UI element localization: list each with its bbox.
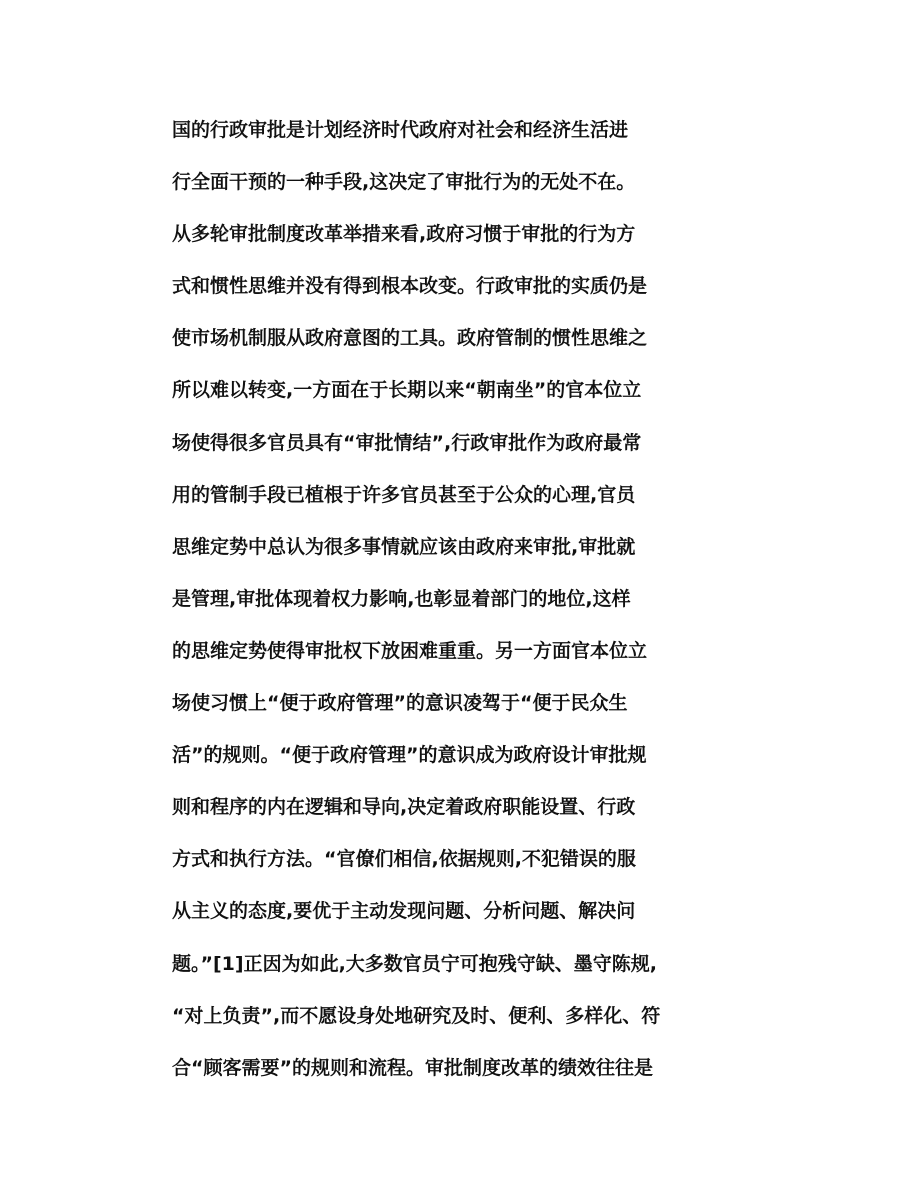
text-line: 题。”[1]正因为如此,大多数官员宁可抱残守缺、墨守陈规, bbox=[172, 952, 658, 975]
text-line: 方式和执行方法。“官僚们相信,依据规则,不犯错误的服 bbox=[172, 848, 636, 871]
body-paragraph bbox=[172, 113, 661, 1103]
text-line: “对上负责”,而不愿设身处地研究及时、便利、多样化、符 bbox=[172, 1004, 661, 1027]
text-line: 的思维定势使得审批权下放困难重重。另一方面官本位立 bbox=[172, 639, 648, 662]
text-line: 使市场机制服从政府意图的工具。政府管制的惯性思维之 bbox=[172, 327, 648, 350]
text-line: 场使得很多官员具有“审批情结”,行政审批作为政府最常 bbox=[172, 431, 642, 454]
text-line: 从主义的态度,要优于主动发现问题、分析问题、解决问 bbox=[172, 900, 636, 923]
text-line: 合“顾客需要”的规则和流程。审批制度改革的绩效往往是 bbox=[172, 1056, 653, 1079]
text-line: 行全面干预的一种手段,这决定了审批行为的无处不在。 bbox=[172, 171, 636, 194]
text-line: 从多轮审批制度改革举措来看,政府习惯于审批的行为方 bbox=[172, 223, 636, 246]
text-line: 国的行政审批是计划经济时代政府对社会和经济生活进 bbox=[172, 119, 629, 141]
text-line: 则和程序的内在逻辑和导向,决定着政府职能设置、行政 bbox=[172, 796, 636, 819]
text-line: 场使习惯上“便于政府管理”的意识凌驾于“便于民众生 bbox=[172, 692, 628, 715]
text-line: 思维定势中总认为很多事情就应该由政府来审批,审批就 bbox=[172, 535, 636, 558]
text-line: 用的管制手段已植根于许多官员甚至于公众的心理,官员 bbox=[172, 483, 636, 506]
text-line: 活”的规则。“便于政府管理”的意识成为政府设计审批规 bbox=[172, 744, 647, 767]
text-line: 是管理,审批体现着权力影响,也彰显着部门的地位,这样 bbox=[172, 587, 631, 610]
text-line: 所以难以转变,一方面在于长期以来“朝南坐”的官本位立 bbox=[172, 379, 642, 402]
text-line: 式和惯性思维并没有得到根本改变。行政审批的实质仍是 bbox=[172, 275, 648, 298]
